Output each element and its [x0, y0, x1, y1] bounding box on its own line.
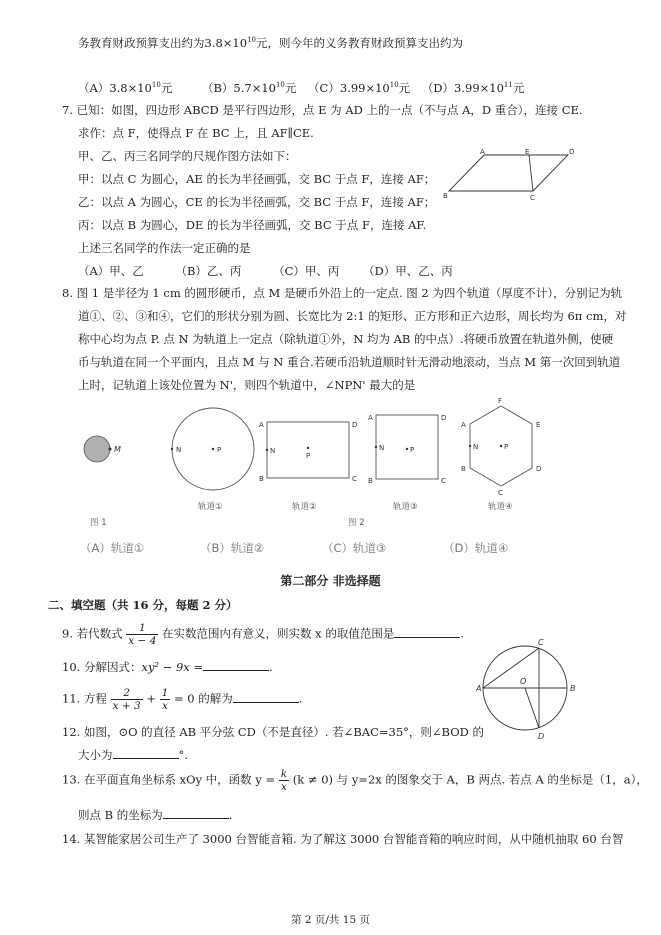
q7-option-c[interactable]: （C）甲、丙: [273, 264, 340, 278]
svg-text:D: D: [569, 148, 575, 156]
svg-text:A: A: [461, 421, 466, 429]
svg-text:P: P: [217, 446, 222, 454]
q6-option-d[interactable]: $(D)3.99\times 10^{11}$元: [421, 80, 525, 95]
q10: 10. 分解因式：xy² − 9x = .: [62, 660, 273, 674]
q8-line1: 8. 图 1 是半径为 1 cm 的圆形硬币，点 M 是硬币外沿上的一定点. 图 2 为四个轨道（厚度不计），分别记为轨: [62, 286, 623, 300]
q12-line2: 大小为 °.: [78, 748, 188, 762]
svg-text:N: N: [176, 446, 182, 454]
q7-method-yi: 乙：以点 A 为圆心，CE 的长为半径画弧，交 BC 于点 F，连接 AF；: [78, 195, 436, 209]
svg-text:D: D: [352, 421, 358, 429]
q7-line1: 7. 已知：如图，四边形 ABCD 是平行四边形，点 E 为 AD 上的一点（不与点 A，D 重合），连接 CE.: [62, 103, 583, 117]
q8-figures: [70, 398, 570, 529]
q8-option-a[interactable]: （A）轨道①: [80, 541, 145, 555]
q14-line1: 14. 某智能家居公司生产了 3000 台智能音箱. 为了解这 3000 台智能音箱的响应时间，从中随机抽取 60 台智: [62, 832, 624, 846]
q7-option-d[interactable]: （D）甲、乙、丙: [363, 264, 453, 278]
q7-options: [78, 263, 453, 279]
q8-option-b[interactable]: （B）轨道②: [200, 541, 265, 555]
svg-text:C: C: [538, 638, 544, 647]
svg-text:C: C: [498, 489, 503, 497]
q7-question: 上述三名同学的作法一定正确的是: [78, 241, 251, 255]
page-footer: 第 2 页/共 15 页: [291, 914, 370, 926]
track-1-caption: 轨道①: [198, 502, 223, 512]
q11: 11. 方程 $\frac{2}{x + 3}$ + $\frac{1}{x}$ = 0 的解为 .: [62, 687, 303, 712]
part2-title: 第二部分 非选择题: [280, 574, 381, 588]
q11-answer-blank[interactable]: [233, 691, 299, 703]
svg-text:A: A: [476, 684, 482, 693]
svg-text:A: A: [259, 421, 264, 429]
track-4-caption: 轨道④: [488, 502, 513, 512]
q13-line1: 13. 在平面直角坐标系 xOy 中，函数 y = $\frac{k}{x}$ (k ≠ 0) 与 y=2x 的图象交于 A，B 两点. 若点 A 的坐标是（1，a），: [62, 768, 648, 793]
svg-text:F: F: [498, 398, 503, 405]
q8-option-c[interactable]: （C）轨道③: [322, 541, 387, 555]
q6-option-b[interactable]: $(B)5.7\times 10^{10}$元: [201, 80, 297, 95]
svg-text:D: D: [538, 732, 545, 740]
q8-line3: 称中心均为点 P. 点 N 为轨道上一定点（除轨道①外，N 均为 AB 的中点）.将硬币放置在轨道外侧，使硬: [78, 332, 614, 346]
q12-line1: 12. 如图，⊙O 的直径 AB 平分弦 CD（不是直径）. 若∠BAC=35°，则∠BOD 的: [62, 725, 485, 739]
coin-figure: [84, 436, 121, 462]
q7-line2: 求作：点 F，使得点 F 在 BC 上，且 AF∥CE.: [78, 126, 314, 140]
svg-text:B: B: [570, 684, 576, 693]
q8-line5: 上时，记轨道上该处位置为 N'，则四个轨道中，∠NPN' 最大的是: [78, 378, 416, 392]
track-1-circle: [171, 408, 254, 490]
svg-text:B: B: [368, 477, 373, 485]
q13-line2: 则点 B 的坐标为 .: [78, 808, 233, 822]
q7-method-bing: 丙：以点 B 为圆心，DE 的长为半径画弧，交 BC 于点 F，连接 AF.: [78, 218, 427, 232]
q7-option-a[interactable]: （A）甲、乙: [78, 264, 144, 278]
q10-answer-blank[interactable]: [203, 659, 269, 671]
q6-stem: 务教育财政预算支出约为$3.8\times 10^{10}$元，则今年的义务教育财政预算支出约为: [78, 35, 463, 50]
svg-text:N: N: [270, 447, 276, 455]
q12-answer-blank[interactable]: [113, 747, 179, 759]
q7-line3: 甲、乙、丙三名同学的尺规作图方法如下：: [78, 149, 297, 163]
q6-option-a[interactable]: $(A)3.8\times 10^{10}$元: [78, 80, 173, 95]
fig1-caption: 图 1: [90, 518, 107, 526]
svg-text:P: P: [306, 452, 311, 460]
q8-line4: 币与轨道在同一个平面内，且点 M 与 N 重合.若硬币沿轨道顺时针无滑动地滚动，当点 M 第一次回到轨道: [78, 355, 621, 369]
q6-options: [78, 77, 524, 96]
track-2-caption: 轨道②: [292, 502, 317, 512]
svg-text:A: A: [368, 414, 373, 422]
track-3-square: [368, 414, 446, 485]
svg-text:B: B: [259, 475, 264, 483]
track-3-caption: 轨道③: [393, 502, 418, 512]
svg-text:C: C: [352, 475, 357, 483]
svg-text:P: P: [410, 446, 415, 454]
q7-parallelogram-figure: [440, 146, 580, 205]
q9: 9. 若代数式 $\frac{1}{x - 4}$ 在实数范围内有意义，则实数 x 的取值范围是 .: [62, 622, 464, 647]
svg-text:D: D: [536, 465, 542, 473]
svg-text:O: O: [520, 677, 527, 686]
svg-text:A: A: [480, 148, 485, 156]
q13-answer-blank[interactable]: [163, 807, 229, 819]
fig2-caption: 图 2: [348, 518, 365, 526]
section2-heading: 二、填空题（共 16 分，每题 2 分）: [48, 598, 238, 612]
svg-text:M: M: [114, 445, 121, 454]
q9-answer-blank[interactable]: [394, 626, 460, 638]
svg-text:N: N: [473, 443, 479, 451]
svg-text:C: C: [530, 194, 535, 202]
svg-text:C: C: [441, 477, 446, 485]
svg-text:E: E: [536, 421, 541, 429]
svg-text:N: N: [379, 444, 385, 452]
svg-text:E: E: [525, 148, 530, 156]
q6-option-c[interactable]: $(C)3.99\times 10^{10}$元: [308, 80, 411, 95]
q8-line2: 道①、②、③和④，它们的形状分别为圆、长宽比为 2:1 的矩形、正方形和正六边形，周长均为 6π cm，对: [78, 309, 627, 323]
svg-text:D: D: [441, 414, 447, 422]
q7-option-b[interactable]: （B）乙、丙: [175, 264, 242, 278]
svg-text:P: P: [504, 443, 509, 451]
track-4-hexagon: [461, 398, 541, 497]
svg-text:B: B: [461, 465, 466, 473]
q12-circle-figure: [476, 636, 581, 743]
svg-text:B: B: [443, 192, 448, 200]
q8-option-d[interactable]: （D）轨道④: [443, 541, 509, 555]
track-2-rectangle: [259, 421, 357, 483]
q7-method-jia: 甲：以点 C 为圆心，AE 的长为半径画弧，交 BC 于点 F，连接 AF；: [78, 172, 436, 186]
